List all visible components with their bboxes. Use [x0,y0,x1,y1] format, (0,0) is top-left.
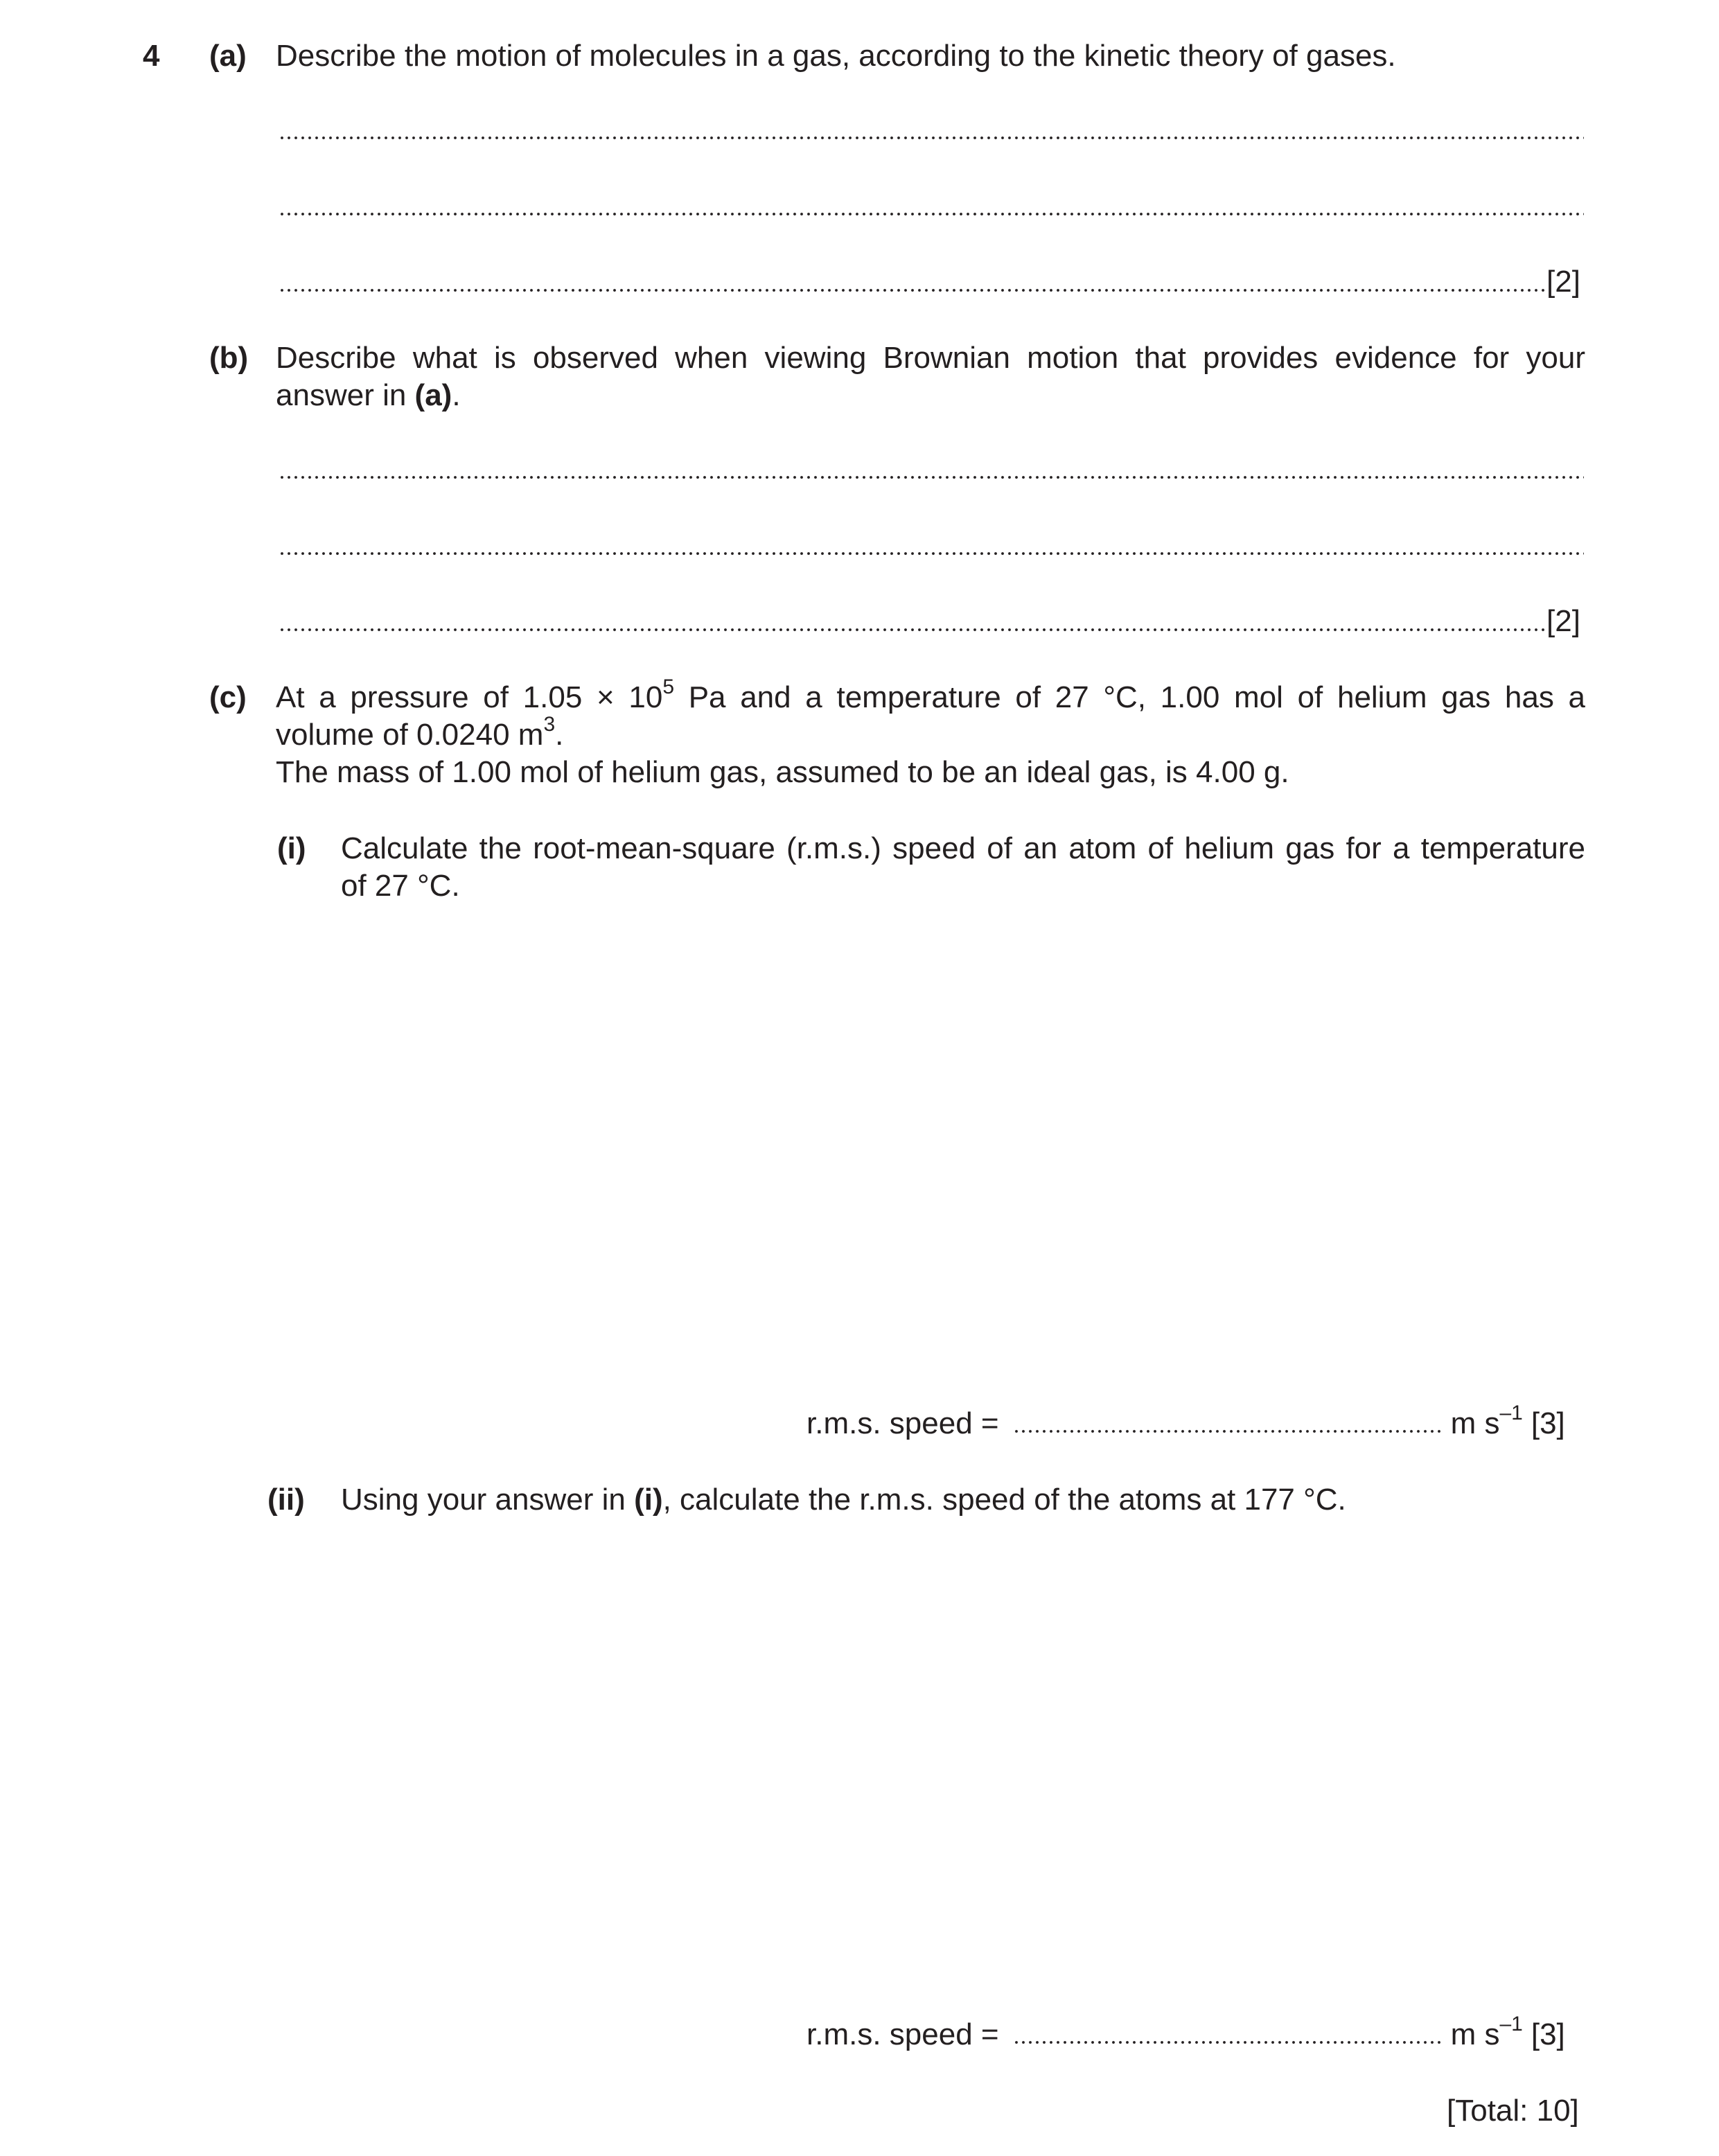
part-b-question-line-2: answer in (a). [276,378,461,412]
part-c-i-answer-label: r.m.s. speed = [806,1406,999,1440]
part-c-text-line-3: The mass of 1.00 mol of helium gas, assumed to be an ideal gas, is 4.00 g. [276,755,1289,789]
part-a-question: Describe the motion of molecules in a gas, according to the kinetic theory of gases. [276,39,1396,73]
part-a-answer-line-3[interactable] [279,288,1546,292]
part-c-i-label: (i) [277,831,306,865]
part-c-i-answer-field[interactable] [1013,1429,1441,1433]
part-c-ii-working-space[interactable] [277,1538,1585,1968]
part-b-answer-line-1[interactable] [279,475,1584,479]
part-c-ii-question: Using your answer in (i), calculate the r.m.s. speed of the atoms at 177 °C. [341,1483,1346,1517]
question-number: 4 [143,39,160,73]
part-c-ii-answer [806,2013,1565,2053]
part-c-i-question-line-1: Calculate the root-mean-square (r.m.s.) speed of an atom of helium gas for a temperature [341,831,1585,865]
total-marks: [Total: 10] [1447,2094,1579,2128]
part-a-marks: [2] [1546,265,1580,299]
part-c-i-question-line-2: of 27 °C. [341,869,460,903]
part-c-i-working-space[interactable] [277,914,1585,1358]
part-b-question-line-1: Describe what is observed when viewing Brownian motion that provides evidence for your [276,341,1585,375]
part-c-text-line-2: volume of 0.0240 $m^3$. [276,713,564,752]
part-c-i-unit: m $s^{-1}$ [1450,1402,1523,1440]
part-b-label: (b) [209,341,249,375]
part-b-answer-line-3[interactable] [279,628,1546,632]
part-c-ii-marks: [3] [1531,2017,1565,2051]
part-c-ii-answer-field[interactable] [1013,2040,1441,2044]
part-c-i-answer [806,1402,1565,1442]
part-c-text-line-1: At a pressure of $1.05 \times 10^5$ Pa and a temperature of 27 °C, 1.00 mol of helium gas has a [276,675,1585,714]
part-c-label: (c) [209,680,247,714]
part-b-answer-line-2[interactable] [279,551,1584,556]
part-b-marks: [2] [1546,604,1580,638]
part-c-ii-answer-label: r.m.s. speed = [806,2017,999,2051]
part-a-label: (a) [209,39,247,73]
part-a-answer-line-1[interactable] [279,136,1584,140]
part-c-ii-unit: m $s^{-1}$ [1450,2013,1523,2051]
part-c-ii-label: (ii) [267,1483,305,1517]
part-a-answer-line-2[interactable] [279,212,1584,216]
part-c-i-marks: [3] [1531,1406,1565,1440]
